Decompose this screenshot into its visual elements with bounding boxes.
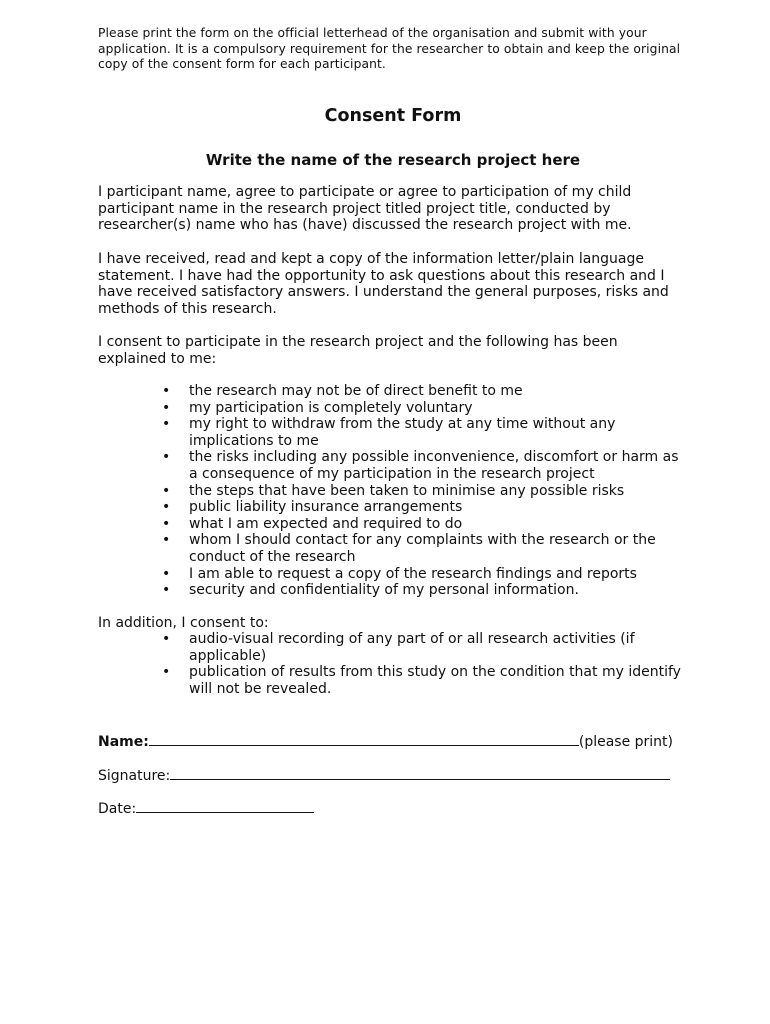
explained-items-list [160,383,690,599]
list-item: • the risks including any possible inconvenience, discomfort or harm as a consequence of my participation in the research project [160,449,690,482]
list-item: • the steps that have been taken to minimise any possible risks [160,483,690,500]
list-item: • I am able to request a copy of the research findings and reports [160,566,690,583]
list-item: • my participation is completely voluntary [160,400,690,417]
list-item: • publication of results from this study on the condition that my identify will not be revealed. [160,664,690,697]
name-field [98,731,673,751]
project-heading: Write the name of the research project here [205,151,581,169]
date-field [98,798,314,818]
signature-line[interactable] [170,765,670,780]
list-item: • security and confidentiality of my personal information. [160,582,690,599]
signature-label: Signature: [98,768,171,784]
date-line[interactable] [136,798,314,813]
instructions-note: Please print the form on the official letterhead of the organisation and submit with your application. It is a compulsory requirement for the researcher to obtain and keep the original copy of the consent form for each participant. [98,26,681,71]
participant-paragraph: I participant name, agree to participate or agree to participation of my child participant name in the research project titled project title, conducted by researcher(s) name who has (have) discussed the research project with me. [98,184,632,234]
addition-items-list [160,631,690,697]
list-item: • the research may not be of direct benefit to me [160,383,690,400]
form-title: Consent Form [324,106,462,126]
signature-field [98,765,670,785]
information-paragraph: I have received, read and kept a copy of the information letter/plain language statement. I have had the opportunity to ask questions about this research and I have received satisfactory answers. I understand the general purposes, risks and methods of this research. [98,251,669,317]
list-item: • whom I should contact for any complaints with the research or the conduct of the research [160,532,690,565]
date-label: Date: [98,801,137,817]
name-suffix: (please print) [578,734,674,750]
name-label: Name: [98,734,149,750]
list-item: • public liability insurance arrangements [160,499,690,516]
consent-paragraph: I consent to participate in the research project and the following has been explained to me: [98,334,618,367]
name-line[interactable] [149,731,579,746]
consent-form-page [98,26,698,817]
list-item: • my right to withdraw from the study at any time without any implications to me [160,416,690,449]
list-item: • audio-visual recording of any part of or all research activities (if applicable) [160,631,690,664]
list-item: • what I am expected and required to do [160,516,690,533]
addition-intro: In addition, I consent to: [98,615,269,631]
